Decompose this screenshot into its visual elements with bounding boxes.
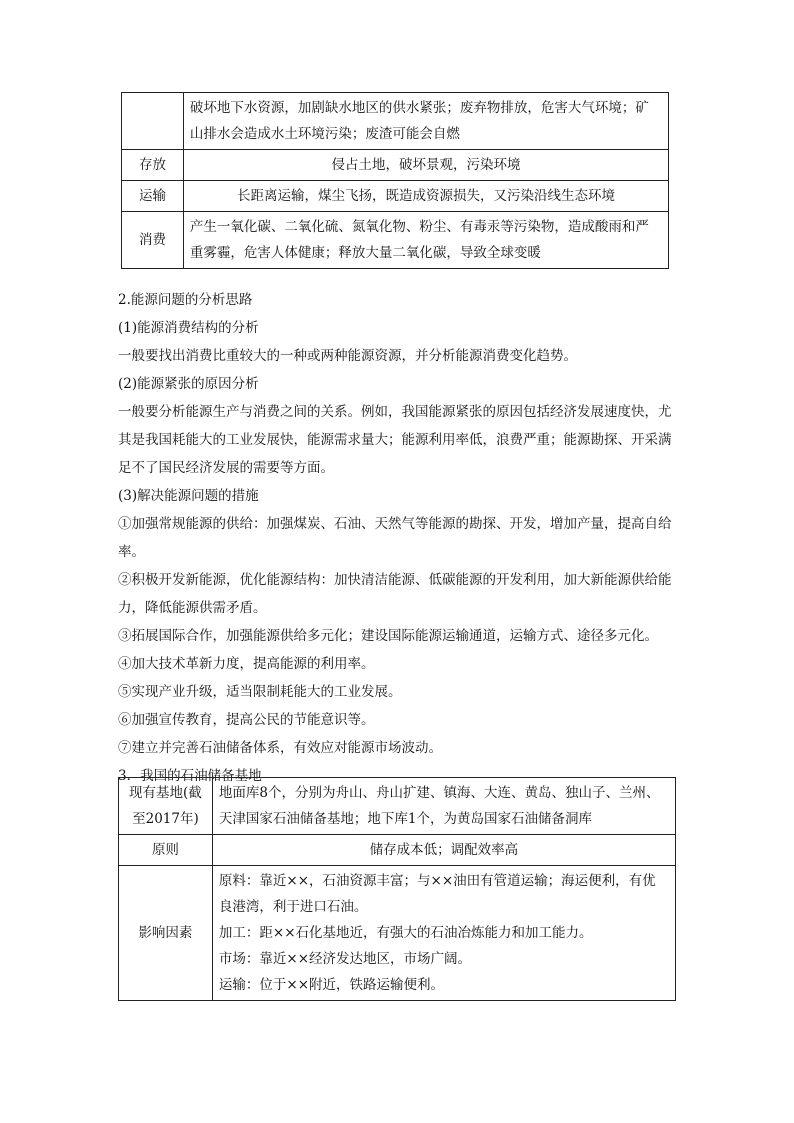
impact-table xyxy=(121,92,669,269)
list-item: ⑤实现产业升级，适当限制耗能大的工业发展。 xyxy=(118,684,402,700)
list-item: ⑥加强宣传教育，提高公民的节能意识等。 xyxy=(118,712,375,728)
paragraph: 一般要分析能源生产与消费之间的关系。例如，我国能源紧张的原因包括经济发展速度快，尤其是我国耗能大的工业发展快，能源需求量大；能源利用率低，浪费严重；能源勘探、开采满足不了国民经济发展的需要等方面。 xyxy=(118,404,672,476)
table-row xyxy=(122,181,669,212)
row-content: 储存成本低；调配效率高 xyxy=(212,835,675,866)
list-item: ②积极开发新能源，优化能源结构：加快清洁能源、低碳能源的开发利用，加大新能源供给能力，降低能源供需矛盾。 xyxy=(118,572,672,616)
list-item: ④加大技术革新力度，提高能源的利用率。 xyxy=(118,656,375,672)
row-content: 侵占土地，破坏景观，污染环境 xyxy=(183,150,668,181)
paragraph: 一般要找出消费比重较大的一种或两种能源资源，并分析能源消费变化趋势。 xyxy=(118,348,577,364)
row-content: 破坏地下水资源，加剧缺水地区的供水紧张；废弃物排放，危害大气环境；矿山排水会造成水土环境污染；废渣可能会自燃 xyxy=(183,93,668,150)
row-content: 地面库8个，分别为舟山、舟山扩建、镇海、大连、黄岛、独山子、兰州、天津国家石油储备基地；地下库1个，为黄岛国家石油储备洞库 xyxy=(212,778,675,835)
row-label: 消费 xyxy=(122,212,184,269)
row-label: 运输 xyxy=(122,181,184,212)
table-row xyxy=(119,866,676,1001)
subsection-title: (2)能源紧张的原因分析 xyxy=(118,376,259,392)
list-item: ①加强常规能源的供给：加强煤炭、石油、天然气等能源的勘探、开发，增加产量，提高自给率。 xyxy=(118,516,672,560)
row-label: 原则 xyxy=(119,835,213,866)
factor-item: 运输：位于××附近，铁路运输便利。 xyxy=(218,977,445,993)
table-row xyxy=(122,150,669,181)
factor-item: 原料：靠近××，石油资源丰富；与××油田有管道运输；海运便利，有优良港湾，利于进口石油。 xyxy=(218,873,656,915)
row-label xyxy=(122,93,184,150)
list-item: ③拓展国际合作，加强能源供给多元化；建设国际能源运输通道，运输方式、途径多元化。 xyxy=(118,628,658,644)
table-row xyxy=(119,835,676,866)
table-row xyxy=(119,778,676,835)
subsection-title: (3)解决能源问题的措施 xyxy=(118,488,259,504)
list-item: ⑦建立并完善石油储备体系，有效应对能源市场波动。 xyxy=(118,740,442,756)
row-content: 产生一氧化碳、二氧化硫、氮氧化物、粉尘、有毒汞等污染物，造成酸雨和严重雾霾，危害人体健康；释放大量二氧化碳，导致全球变暖 xyxy=(183,212,668,269)
row-label: 存放 xyxy=(122,150,184,181)
factor-item: 市场：靠近××经济发达地区，市场广阔。 xyxy=(218,951,472,967)
section-title: 3．我国的石油储备基地 xyxy=(118,768,262,784)
row-content xyxy=(212,866,675,1001)
table-row xyxy=(122,93,669,150)
row-content: 长距离运输，煤尘飞扬，既造成资源损失，又污染沿线生态环境 xyxy=(183,181,668,212)
row-label: 现有基地(截至2017年) xyxy=(119,778,213,835)
factor-item: 加工：距××石化基地近，有强大的石油冶炼能力和加工能力。 xyxy=(218,925,593,941)
section-title: 2.能源问题的分析思路 xyxy=(118,292,253,308)
subsection-title: (1)能源消费结构的分析 xyxy=(118,320,259,336)
table-row xyxy=(122,212,669,269)
row-label: 影响因素 xyxy=(119,866,213,1001)
section-2 xyxy=(118,286,683,790)
oil-reserve-table xyxy=(118,777,676,1001)
